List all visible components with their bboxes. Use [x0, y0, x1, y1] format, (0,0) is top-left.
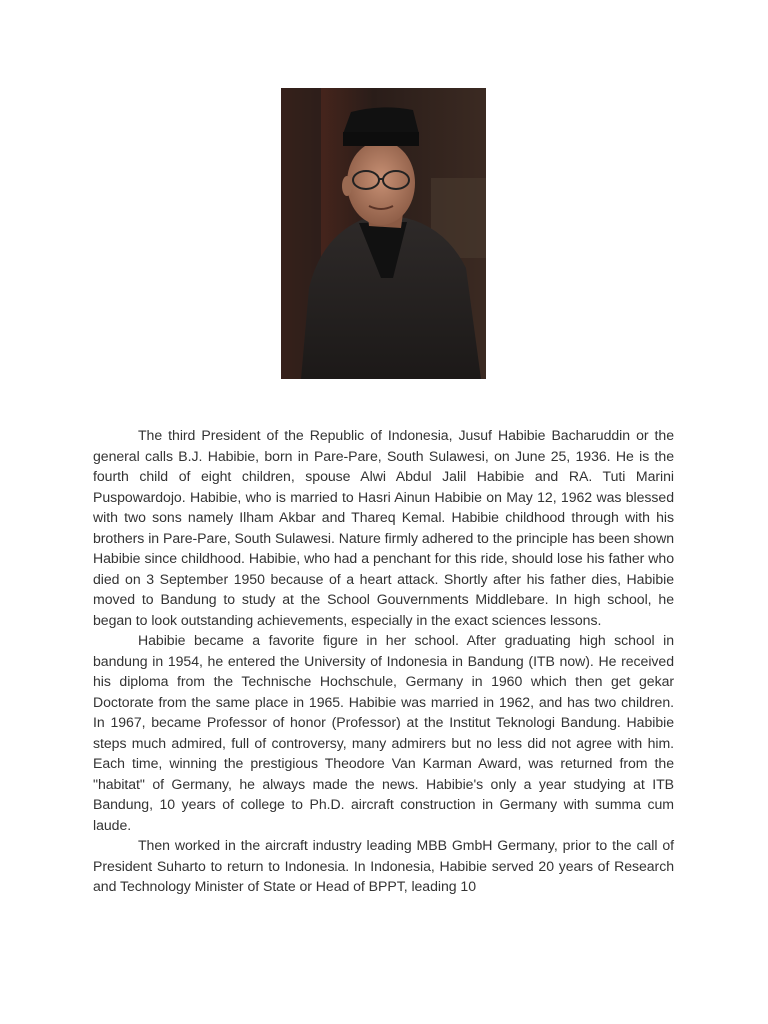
paragraph-2: Habibie became a favorite figure in her school. After graduating high school in bandung in 1954, he entered the University of Indonesia in Bandung (ITB now). He received his diploma from the Technische Hochschule, Germany in 1960 which then get gekar Doctorate from the same place in 1965. Habibie was married in 1962, and has two children. In 1967, became Professor of honor (Professor) at the Institut Teknologi Bandung. Habibie steps much admired, full of controversy, many admirers but no less did not agree with him. Each time, winning the prestigious Theodore Van Karman Award, was returned from the "habitat" of Germany, he always made the news. Habibie's only a year studying at ITB Bandung, 10 years of college to Ph.D. aircraft construction in Germany with summa cum laude.: [93, 632, 674, 833]
paragraph-1: The third President of the Republic of Indonesia, Jusuf Habibie Bacharuddin or the general calls B.J. Habibie, born in Pare-Pare, South Sulawesi, on June 25, 1936. He is the fourth child of eight children, spouse Alwi Abdul Jalil Habibie and RA. Tuti Marini Puspowardojo. Habibie, who is married to Hasri Ainun Habibie on May 12, 1962 was blessed with two sons namely Ilham Akbar and Thareq Kemal. Habibie childhood through with his brothers in Pare-Pare, South Sulawesi. Nature firmly adhered to the principle has been shown Habibie since childhood. Habibie, who had a penchant for this ride, should lose his father who died on 3 September 1950 because of a heart attack. Shortly after his father dies, Habibie moved to Bandung to study at the School Gouvernments Middlebare. In high school, he began to look outstanding achievements, especially in the exact sciences lessons.: [93, 427, 674, 628]
paragraph-3: Then worked in the aircraft industry leading MBB GmbH Germany, prior to the call of President Suharto to return to Indonesia. In Indonesia, Habibie served 20 years of Research and Technology Minister of State or Head of BPPT, leading 10: [93, 837, 674, 894]
portrait-photo-icon: [281, 88, 486, 379]
portrait-photo: [281, 88, 486, 379]
body-text: [93, 425, 674, 897]
